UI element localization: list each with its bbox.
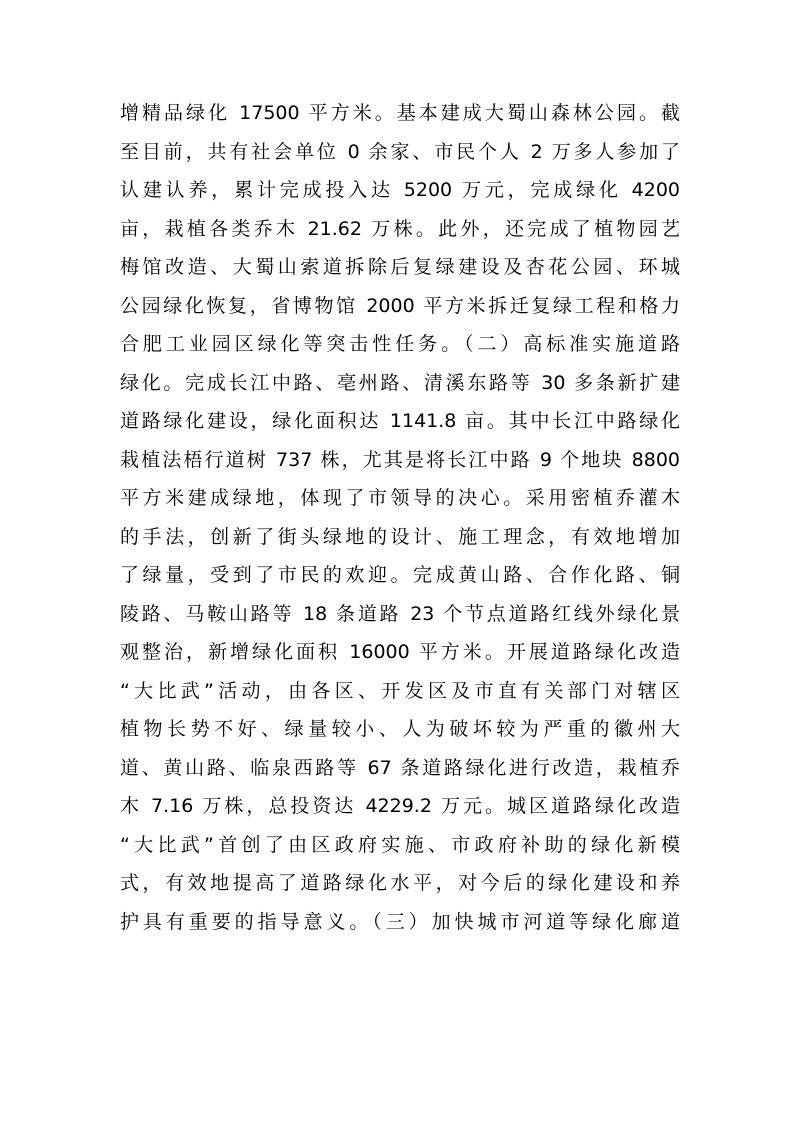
text-line: 公园绿化恢复，省博物馆 2000 平方米拆迁复绿工程和格力: [120, 294, 680, 317]
text-line: 道、黄山路、临泉西路等 67 条道路绿化进行改造，栽植乔: [120, 756, 680, 779]
text-line: 亩，栽植各类乔木 21.62 万株。此外，还完成了植物园艺: [120, 217, 680, 240]
text-line: 观整治，新增绿化面积 16000 平方米。开展道路绿化改造: [120, 641, 680, 663]
text-line: “大比武”活动，由各区、开发区及市直有关部门对辖区: [120, 679, 680, 702]
text-line: 式，有效地提高了道路绿化水平，对今后的绿化建设和养: [120, 872, 680, 894]
text-line: 绿化。完成长江中路、亳州路、清溪东路等 30 多条新扩建: [120, 371, 680, 394]
text-line: 认建认养，累计完成投入达 5200 万元，完成绿化 4200: [120, 179, 680, 201]
text-line: 至目前，共有社会单位 0 余家、市民个人 2 万多人参加了: [120, 140, 680, 163]
text-line: “大比武”首创了由区政府实施、市政府补助的绿化新模: [120, 833, 680, 856]
text-line: 护具有重要的指导意义。（三）加快城市河道等绿化廊道: [120, 910, 680, 933]
text-line: 了绿量，受到了市民的欢迎。完成黄山路、合作化路、铜: [120, 564, 680, 586]
text-line: 栽植法梧行道树 737 株，尤其是将长江中路 9 个地块 8800: [120, 448, 680, 471]
text-line: 的手法，创新了街头绿地的设计、施工理念，有效地增加: [120, 525, 680, 548]
text-line: 植物长势不好、绿量较小、人为破坏较为严重的徽州大: [120, 718, 680, 740]
text-line: 梅馆改造、大蜀山索道拆除后复绿建设及杏花公园、环城: [120, 256, 680, 278]
text-line: 增精品绿化 17500 平方米。基本建成大蜀山森林公园。截: [120, 102, 680, 124]
body-paragraph: [120, 94, 680, 941]
text-line: 陵路、马鞍山路等 18 条道路 23 个节点道路红线外绿化景: [120, 602, 680, 625]
text-line: 道路绿化建设，绿化面积达 1141.8 亩。其中长江中路绿化: [120, 410, 680, 432]
text-line: 合肥工业园区绿化等突击性任务。（二）高标准实施道路: [120, 333, 680, 355]
text-line: 木 7.16 万株，总投资达 4229.2 万元。城区道路绿化改造: [120, 795, 680, 817]
text-line: 平方米建成绿地，体现了市领导的决心。采用密植乔灌木: [120, 487, 680, 509]
